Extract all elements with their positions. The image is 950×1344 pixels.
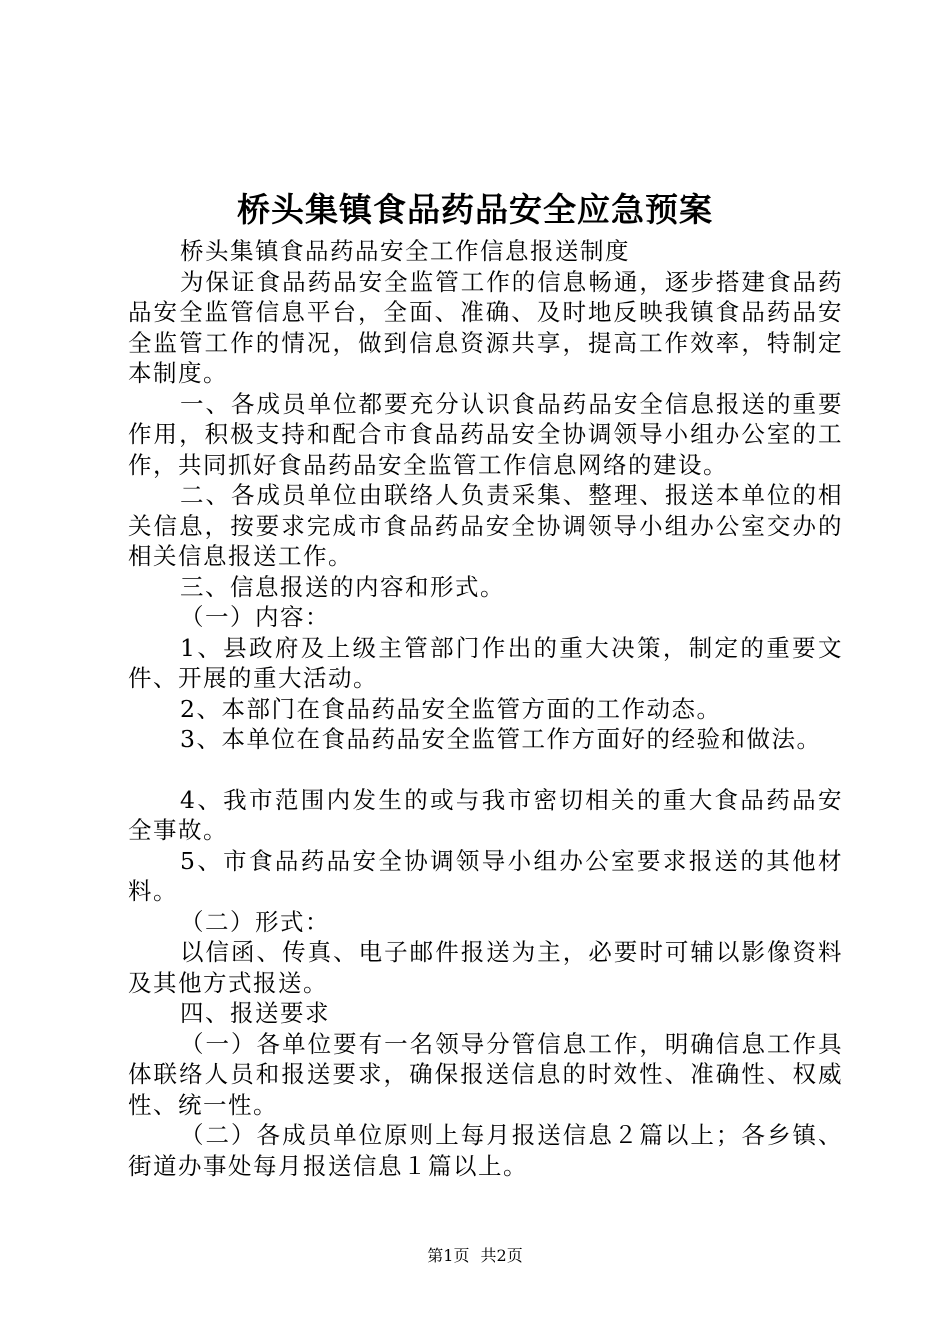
list-item: 3、本单位在食品药品安全监管工作方面好的经验和做法。	[180, 725, 822, 753]
list-item: 2、本部门在食品药品安全监管方面的工作动态。	[180, 694, 722, 723]
document-title: 桥头集镇食品药品安全应急预案	[237, 190, 713, 229]
body-paragraph: （一）各单位要有一名领导分管信息工作，明确信息工作具体联络人员和报送要求，确保报送信息的时效性、准确性、权威性、统一性。	[128, 1029, 843, 1119]
section-heading: 三、信息报送的内容和形式。	[180, 572, 505, 601]
subsection-heading: （二）形式：	[180, 907, 330, 936]
body-paragraph: 为保证食品药品安全监管工作的信息畅通，逐步搭建食品药品安全监管信息平台，全面、准确、及时地反映我镇食品药品安全监管工作的情况，做到信息资源共享，提高工作效率，特制定本制度。	[128, 267, 843, 387]
body-paragraph: 以信函、传真、电子邮件报送为主，必要时可辅以影像资料及其他方式报送。	[128, 938, 843, 997]
list-item: 1、县政府及上级主管部门作出的重大决策，制定的重要文件、开展的重大活动。	[128, 633, 843, 692]
body-paragraph: （二）各成员单位原则上每月报送信息２篇以上；各乡镇、街道办事处每月报送信息１篇以上。	[128, 1121, 843, 1180]
section-heading: 四、报送要求	[180, 999, 330, 1027]
body-paragraph: 二、各成员单位由联络人负责采集、整理、报送本单位的相关信息，按要求完成市食品药品安全协调领导小组办公室交办的相关信息报送工作。	[128, 481, 843, 570]
page-footer	[0, 1244, 950, 1268]
body-paragraph: 一、各成员单位都要充分认识食品药品安全信息报送的重要作用，积极支持和配合市食品药品安全协调领导小组办公室的工作，共同抓好食品药品安全监管工作信息网络的建设。	[128, 389, 843, 479]
page-total: 共2页	[480, 1246, 523, 1265]
subsection-heading: （一）内容：	[180, 603, 330, 631]
subtitle-paragraph: 桥头集镇食品药品安全工作信息报送制度	[180, 237, 630, 265]
list-item: 5、市食品药品安全协调领导小组办公室要求报送的其他材料。	[128, 846, 843, 905]
document-body	[128, 236, 843, 1181]
page-number: 第1页	[427, 1246, 470, 1265]
list-item: 4、我市范围内发生的或与我市密切相关的重大食品药品安全事故。	[128, 785, 843, 844]
